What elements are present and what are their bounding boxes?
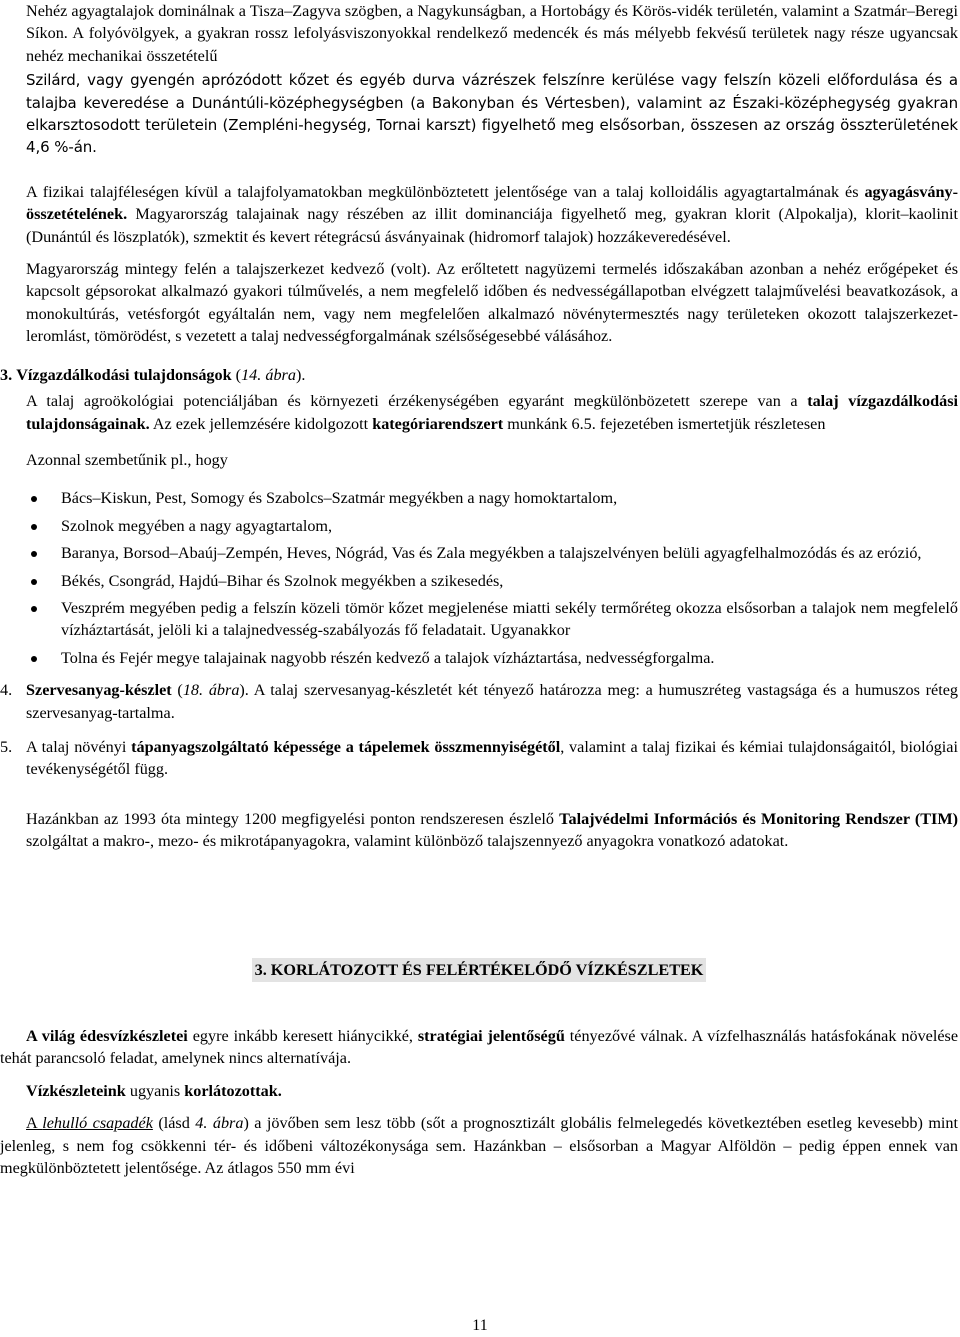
list-item xyxy=(0,647,958,669)
text-bold: korlátozottak. xyxy=(184,1081,282,1100)
text-bold: Vízkészleteink xyxy=(26,1081,126,1100)
list-item-text: Szolnok megyében a nagy agyagtartalom, xyxy=(61,516,333,535)
text-run: A fizikai talajféleségen kívül a talajfolyamatokban megkülönböztetett jelentősége van a talaj kolloidális agyagtartalmának és xyxy=(26,182,865,201)
text-bold: talaj vízgazdálkodási tulajdonságainak. xyxy=(26,392,958,433)
heading-water-management xyxy=(0,364,958,386)
numbered-item-nutrients xyxy=(0,736,958,781)
text-run: Az ezek jellemzésére kidolgozott xyxy=(149,414,373,433)
text-bold: agyagásvány-összetételének. xyxy=(26,182,958,224)
paragraph-rocky-soils: Szilárd, vagy gyengén aprózódott kőzet és egyéb durva vázrészek felszínre kerülése vagy felszín közeli előfordulása és a talajba keveredése a Dunántúli-középhegységben (a Bakonyban és Vértesben), valamint az Északi-középhegység gyakran elkarsztosodott területein (Zempléni-hegység, Tornai karszt) figyelhető meg elsősorban, összesen az ország összterületének 4,6 %-án. xyxy=(26,71,958,157)
paragraph-soil-structure: Magyarország mintegy felén a talajszerkezet kedvező (volt). Az erőltetett nagyüzemi termelés időszakában azonban a nehéz erőgépeket és kapcsolt gépsorokat alkalmazó gyakori túlművelés, a nem megfelelő időben és nedvességállapotban elvégzett talajművelési beavatkozások, a monokultúrás, vetésforgót egyáltalán nem, vagy nem megfelelően alkalmazó növénytermesztés nagy területeken okozott talajszerkezet-leromlást, tömörödést, s vezetett a talaj nedvességforgalmának szélsőségesebbé válásához. xyxy=(26,260,958,346)
paragraph-intro-list: Azonnal szembetűnik pl., hogy xyxy=(26,450,228,469)
text-run: ( xyxy=(231,365,242,384)
text-run: munkánk 6.5. fejezetében ismertetjük részletesen xyxy=(503,414,826,433)
text-run: (lásd xyxy=(152,1114,196,1133)
text-underlined-italic: lehulló csapadék xyxy=(42,1114,153,1133)
list-item xyxy=(0,597,958,642)
text-underlined: A xyxy=(26,1114,43,1133)
text-run: ugyanis xyxy=(125,1081,185,1100)
text-bold: A világ édesvízkészletei xyxy=(26,1027,188,1045)
paragraph-freshwater xyxy=(0,1025,958,1070)
text-run: ). xyxy=(295,365,306,384)
paragraph-clay-minerals xyxy=(26,181,958,248)
text-bold: kategóriarendszert xyxy=(372,414,504,433)
list-item-text: Veszprém megyében pedig a felszín közeli tömör kőzet megjelenése miatti sekély termőréteg okozza elsősorban a talajok nem megfelelő vízháztartását, jelöli ki a talajnedvesség-szabályozás fő feladatait. Ugyanakkor xyxy=(61,598,958,640)
figure-reference: 14. ábra xyxy=(241,365,296,384)
item-number: 4. xyxy=(0,681,13,700)
figure-reference: 18. ábra xyxy=(182,681,240,700)
list-item xyxy=(0,570,958,592)
bullet-icon xyxy=(31,656,37,662)
paragraph-heavy-clay-soils: Nehéz agyagtalajok dominálnak a Tisza–Zagyva szögben, a Nagykunságban, a Hortobágy és Körös-vidék területén, valamint a Szatmár–Beregi Síkon. A folyóvölgyek, a gyakran rossz lefolyásviszonyokkal rendelkező medencék és más mélyebb fekvésű területek nagy része ugyancsak nehéz mechanikai összetételű xyxy=(26,2,958,65)
section-title: 3. KORLÁTOZOTT ÉS FELÉRTÉKELŐDŐ VÍZKÉSZLETEK xyxy=(252,958,707,982)
list-item xyxy=(0,542,958,564)
paragraph-limited-resources xyxy=(26,1080,958,1102)
bullet-icon xyxy=(31,524,37,530)
list-item-text: Baranya, Borsod–Abaúj–Zempén, Heves, Nógrád, Vas és Zala megyékben a talajszelvényen belüli agyagfelhalmozódás és az erózió, xyxy=(61,544,922,563)
bullet-icon xyxy=(31,496,37,502)
list-item-text: Bács–Kiskun, Pest, Somogy és Szabolcs–Szatmár megyékben a nagy homoktartalom, xyxy=(61,489,618,508)
text-run: ). A talaj szervesanyag-készletét két tényező határozza meg: a humuszréteg vastagsága és a humuszos réteg szervesanyag-tartalma. xyxy=(26,681,958,722)
list-item-text: Tolna és Fejér megye talajainak nagyobb részén kedvező a talajok vízháztartása, nedvességforgalma. xyxy=(61,648,715,667)
paragraph-water-properties xyxy=(26,390,958,435)
text-run: Hazánkban az 1993 óta mintegy 1200 megfigyelési ponton rendszeresen észlelő xyxy=(26,809,560,828)
bullet-icon xyxy=(31,551,37,557)
paragraph-precipitation xyxy=(0,1112,958,1179)
text-run: A talaj növényi xyxy=(26,737,132,756)
bullet-icon xyxy=(31,579,37,585)
figure-reference: 4. ábra xyxy=(195,1114,244,1133)
numbered-item-organic-matter xyxy=(0,679,958,724)
list-item-text: Békés, Csongrád, Hajdú–Bihar és Szolnok megyékben a szikesedés, xyxy=(61,571,504,590)
text-run: szolgáltat a makro-, mezo- és mikrotápanyagokra, valamint különböző talajszennyező anyagokra vonatkozó adatokat. xyxy=(26,832,789,851)
text-run: tényezővé válnak. A vízfelhasználás hatásfokának növelése tehát parancsoló feladat, amelynek nincs alternatívája. xyxy=(0,1027,959,1068)
item-number: 5. xyxy=(0,737,13,756)
bullet-icon xyxy=(31,606,37,612)
text-run: egyre inkább keresett hiánycikké, xyxy=(187,1027,418,1045)
paragraph-tim xyxy=(26,808,958,853)
text-run: , valamint a talaj fizikai és kémiai tulajdonságaitól, biológiai tevékenységétől függ. xyxy=(26,737,958,779)
text-bold: Szervesanyag-készlet xyxy=(26,681,172,700)
text-bold: stratégiai jelentőségű xyxy=(417,1027,565,1045)
list-item xyxy=(0,515,958,537)
text-bold: Talajvédelmi Információs és Monitoring Rendszer (TIM) xyxy=(559,809,958,828)
heading-number: 3. xyxy=(0,365,13,384)
text-run: Magyarország talajainak nagy részében az illit dominanciája figyelhető meg, gyakran klorit (Alpokalja), klorit–kaolinit (Dunántúl és löszplatók), szmektit és kevert rétegrácsú ásványainak (hidromorf talajok) hozzákeveredésével. xyxy=(26,205,958,246)
list-item xyxy=(0,487,958,509)
heading-title: Vízgazdálkodási tulajdonságok xyxy=(16,365,232,384)
county-list xyxy=(0,487,958,669)
text-run: ( xyxy=(171,681,183,700)
text-run: ) a jövőben sem lesz több (sőt a prognosztizált globális felmelegedés következtében esetleg kevesebb) mint jelenleg, s nem fog csökkenni tér- és időbeni változékonysága sem. Hazánkban – elsősorban a Magyar Alföldön – pedig éppen ennek van megkülönböztetett jelentősége. Az átlagos 550 mm évi xyxy=(0,1114,958,1178)
text-bold: tápanyagszolgáltató képessége a tápelemek összmennyiségétől xyxy=(131,737,561,756)
page-number: 11 xyxy=(472,1317,488,1334)
text-run: A talaj agroökológiai potenciáljában és környezeti érzékenységében egyaránt megkülönbözetett szerepe van a xyxy=(26,392,808,411)
